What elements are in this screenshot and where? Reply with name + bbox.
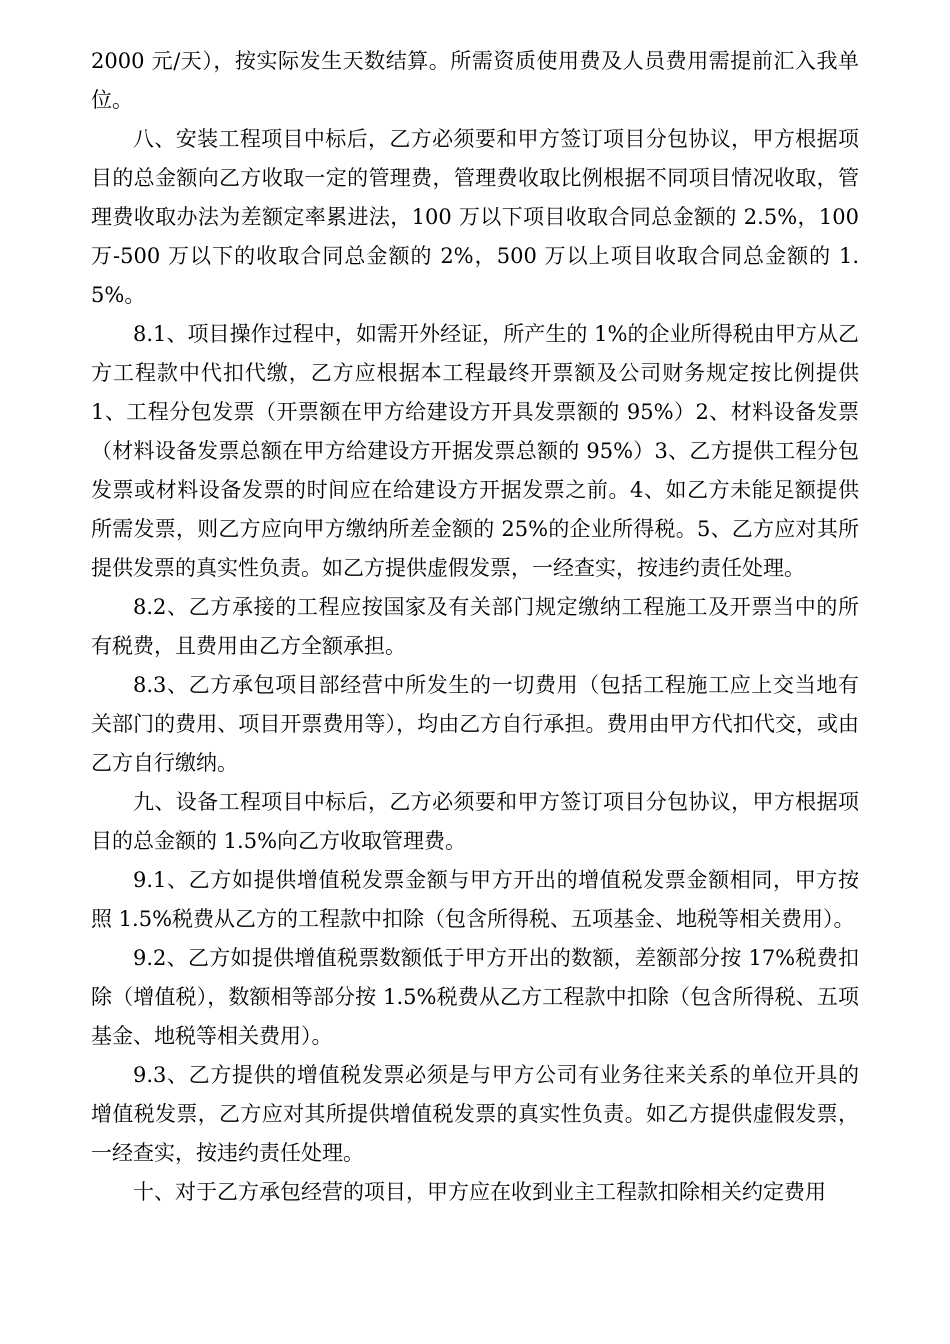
paragraph-clause-8-2: 8.2、乙方承接的工程应按国家及有关部门规定缴纳工程施工及开票当中的所有税费，且费用由乙方全额承担。 xyxy=(91,595,859,658)
paragraph-section-9: 九、设备工程项目中标后，乙方必须要和甲方签订项目分包协议，甲方根据项目的总金额的 1.5%向乙方收取管理费。 xyxy=(91,790,859,853)
paragraph-clause-9-3: 9.3、乙方提供的增值税发票必须是与甲方公司有业务往来关系的单位开具的增值税发票，乙方应对其所提供增值税发票的真实性负责。如乙方提供虚假发票，一经查实，按违约责任处理。 xyxy=(91,1063,859,1165)
paragraph-section-10: 十、对于乙方承包经营的项目，甲方应在收到业主工程款扣除相关约定费用 xyxy=(133,1180,826,1204)
paragraph-clause-8-1: 8.1、项目操作过程中，如需开外经证，所产生的 1%的企业所得税由甲方从乙方工程款中代扣代缴，乙方应根据本工程最终开票额及公司财务规定按比例提供 1、工程分包发票（开票额在甲方给建设方开具发票额的 95%）2、材料设备发票（材料设备发票总额在甲方给建设方开据发票总额的 95%）3、乙方提供工程分包发票或材料设备发票的时间应在给建设方开据发票之前。4、如乙方未能足额提供所需发票，则乙方应向甲方缴纳所差金额的 25%的企业所得税。5、乙方应对其所提供发票的真实性负责。如乙方提供虚假发票，一经查实，按违约责任处理。 xyxy=(91,322,859,580)
paragraph-continuation: 2000 元/天），按实际发生天数结算。所需资质使用费及人员费用需提前汇入我单位。 xyxy=(91,49,859,112)
paragraph-clause-9-1: 9.1、乙方如提供增值税发票金额与甲方开出的增值税发票金额相同，甲方按照 1.5%税费从乙方的工程款中扣除（包含所得税、五项基金、地税等相关费用）。 xyxy=(91,868,859,931)
paragraph-clause-8-3: 8.3、乙方承包项目部经营中所发生的一切费用（包括工程施工应上交当地有关部门的费用、项目开票费用等），均由乙方自行承担。费用由甲方代扣代交，或由乙方自行缴纳。 xyxy=(91,673,859,775)
document-body xyxy=(91,42,859,1212)
paragraph-clause-9-2: 9.2、乙方如提供增值税票数额低于甲方开出的数额，差额部分按 17%税费扣除（增值税），数额相等部分按 1.5%税费从乙方工程款中扣除（包含所得税、五项基金、地税等相关费用）。 xyxy=(91,946,859,1048)
paragraph-section-8: 八、安装工程项目中标后，乙方必须要和甲方签订项目分包协议，甲方根据项目的总金额向乙方收取一定的管理费，管理费收取比例根据不同项目情况收取，管理费收取办法为差额定率累进法，100 万以下项目收取合同总金额的 2.5%，100 万-500 万以下的收取合同总金额的 2%，500 万以上项目收取合同总金额的 1.5%。 xyxy=(91,127,859,307)
